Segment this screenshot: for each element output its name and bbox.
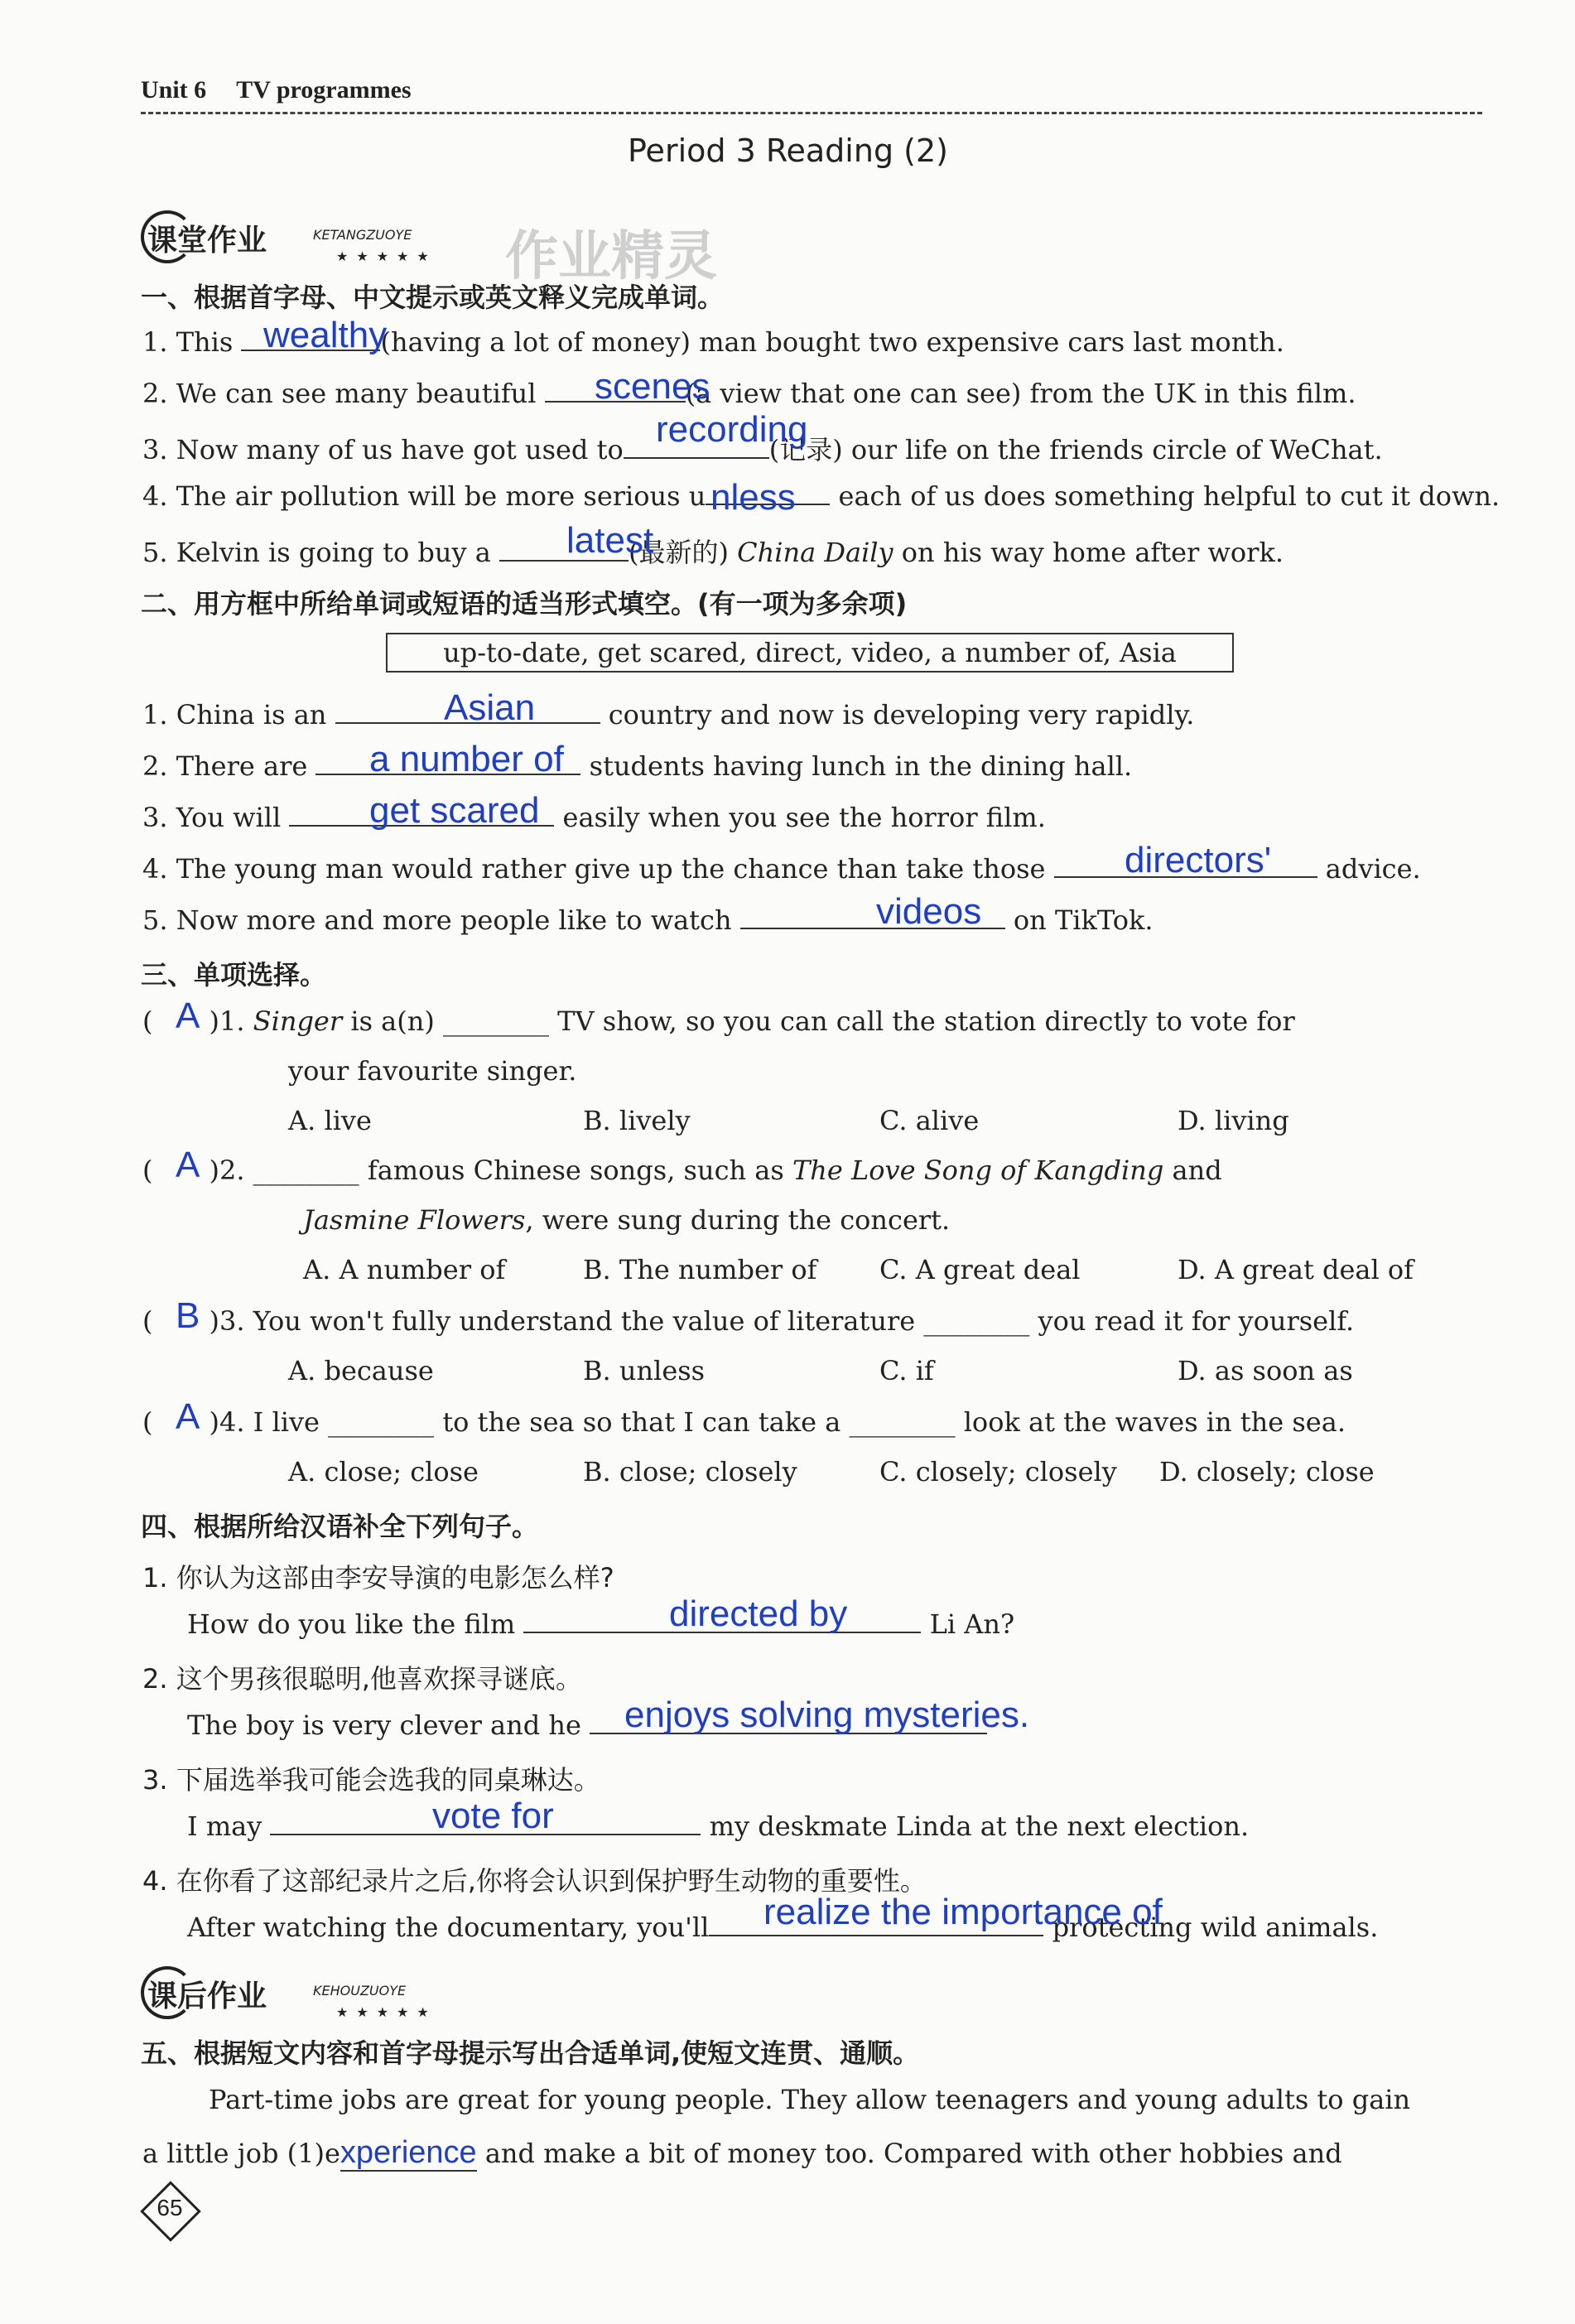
s3-q4: ( )4. I live ________ to the sea so that I can take a ________ look at the waves in the sea. <box>142 1406 1346 1438</box>
s2-answer-1: Asian <box>444 687 536 728</box>
s3-q2-line2: Jasmine Flowers, were sung during the concert. <box>303 1204 951 1236</box>
banner-title: 课后作业 <box>147 1979 267 2013</box>
s4-item-1-cn: 1. 你认为这部由李安导演的电影怎么样? <box>142 1562 614 1594</box>
s1-answer-5: latest <box>566 520 654 561</box>
s3-answer-2: A <box>176 1145 200 1185</box>
s4-answer-4: realize the importance of <box>763 1892 1163 1932</box>
section4-heading: 四、根据所给汉语补全下列句子。 <box>141 1511 539 1542</box>
unit-header <box>141 76 441 104</box>
s5-line1: Part-time jobs are great for young people. They allow teenagers and young adults to gain <box>209 2084 1411 2115</box>
word-box: up-to-date, get scared, direct, video, a number of, Asia <box>386 633 1234 673</box>
banner-title: 课堂作业 <box>147 224 267 258</box>
homework-banner <box>147 1973 437 2020</box>
watermark: 作业精灵 <box>505 226 717 287</box>
s4-item-2-cn: 2. 这个男孩很聪明,他喜欢探寻谜底。 <box>142 1663 582 1695</box>
section2-heading: 二、用方框中所给单词或短语的适当形式填空。(有一项为多余项) <box>141 588 908 620</box>
s1-answer-4: nless <box>710 477 796 518</box>
s3-q1-options: A. live B. lively C. alive D. living <box>288 1105 1289 1136</box>
s4-answer-2: enjoys solving mysteries. <box>624 1695 1030 1735</box>
s2-item-1: 1. China is an country and now is developing very rapidly. <box>142 699 1195 730</box>
unit-title: TV programmes <box>236 76 412 104</box>
banner-pinyin: KEHOUZUOYE <box>313 1983 407 1999</box>
section3-heading: 三、单项选择。 <box>141 959 327 991</box>
s4-item-1-en: How do you like the film Li An? <box>187 1608 1015 1640</box>
s2-answer-2: a number of <box>369 739 564 779</box>
s4-answer-1: directed by <box>669 1594 848 1634</box>
s2-item-4: 4. The young man would rather give up the chance than take those advice. <box>142 853 1421 885</box>
s3-q1-line2: your favourite singer. <box>288 1055 577 1087</box>
s2-answer-5: videos <box>876 891 982 932</box>
s2-item-3: 3. You will easily when you see the horror film. <box>142 802 1046 833</box>
s5-line2: a little job (1)experience and make a bit of money too. Compared with other hobbies and <box>142 2135 1342 2170</box>
s1-item-4: 4. The air pollution will be more serious u each of us does something helpful to cut it down. <box>142 480 1500 512</box>
s1-answer-1: wealthy <box>263 315 388 355</box>
s3-q3: ( )3. You won't fully understand the value of literature ________ you read it for yourself. <box>142 1305 1355 1337</box>
header-divider <box>141 112 1482 114</box>
s4-item-4-cn: 4. 在你看了这部纪录片之后,你将会认识到保护野生动物的重要性。 <box>142 1865 927 1897</box>
s3-q3-options: A. because B. unless C. if D. as soon as <box>288 1355 1353 1386</box>
classwork-banner <box>147 217 437 264</box>
section5-heading: 五、根据短文内容和首字母提示写出合适单词,使短文连贯、通顺。 <box>141 2037 920 2069</box>
s2-answer-4: directors' <box>1125 840 1272 880</box>
s3-q2-options: A. A number of B. The number of C. A great deal D. A great deal of <box>303 1254 1414 1285</box>
banner-pinyin: KETANGZUOYE <box>313 227 412 243</box>
s1-answer-3: recording <box>656 409 808 450</box>
s2-answer-3: get scared <box>369 790 540 831</box>
s1-item-3: 3. Now many of us have got used to (记录) our life on the friends circle of WeChat. <box>142 434 1383 465</box>
period-title: Period 3 Reading (2) <box>628 133 948 169</box>
page-number: 65 <box>142 2183 197 2238</box>
unit-label: Unit 6 <box>141 76 207 104</box>
s3-q4-options: A. close; close B. close; closely C. closely; closely D. closely; close <box>288 1456 1375 1487</box>
s1-item-5: 5. Kelvin is going to buy a (最新的) China Daily on his way home after work. <box>142 537 1284 568</box>
banner-circle-icon <box>141 1966 194 2019</box>
s4-answer-3: vote for <box>432 1796 554 1836</box>
s2-item-2: 2. There are students having lunch in the dining hall. <box>142 750 1133 782</box>
s2-item-5: 5. Now more and more people like to watch on TikTok. <box>142 904 1154 936</box>
s3-q1: ( )1. Singer is a(n) ________ TV show, so you can call the station directly to vote for <box>142 1005 1295 1037</box>
s5-answer-1: xperience <box>340 2135 477 2170</box>
s1-item-1: 1. This (having a lot of money) man bought two expensive cars last month. <box>142 326 1284 358</box>
banner-circle-icon <box>141 210 194 263</box>
s4-item-3-cn: 3. 下届选举我可能会选我的同桌琳达。 <box>142 1764 600 1796</box>
s4-item-4-en: After watching the documentary, you'll protecting wild animals. <box>187 1912 1379 1943</box>
s1-answer-2: scenes <box>595 366 710 407</box>
banner-stars: ★★★★★ <box>336 248 437 264</box>
banner-stars: ★★★★★ <box>336 2004 437 2020</box>
s3-q2: ( )2. ________ famous Chinese songs, such as The Love Song of Kangding and <box>142 1155 1222 1186</box>
s3-answer-1: A <box>176 996 200 1036</box>
s3-answer-3: B <box>176 1295 200 1336</box>
s1-item-2: 2. We can see many beautiful (a view that one can see) from the UK in this film. <box>142 378 1356 409</box>
s3-answer-4: A <box>176 1396 200 1437</box>
s4-item-2-en: The boy is very clever and he <box>187 1709 987 1741</box>
section1-heading: 一、根据首字母、中文提示或英文释义完成单词。 <box>141 282 725 313</box>
s4-item-3-en: I may my deskmate Linda at the next election. <box>187 1811 1250 1842</box>
